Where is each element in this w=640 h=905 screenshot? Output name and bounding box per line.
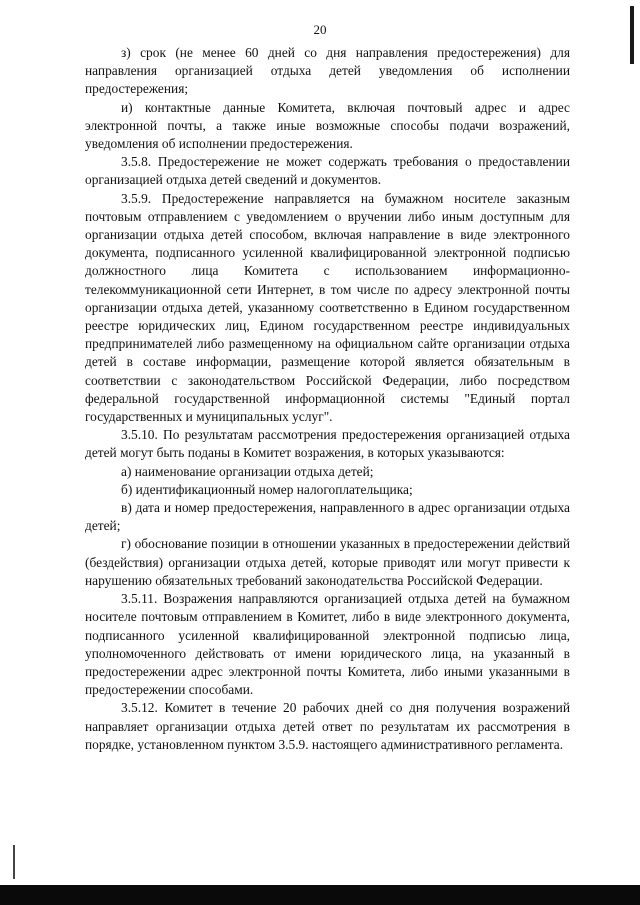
page-number: 20	[313, 22, 327, 37]
paragraph-3-5-8: 3.5.8. Предостережение не может содержать требования о предоставлении организацией отдыха детей сведений и документов.	[85, 154, 570, 188]
scan-margin-mark	[13, 845, 15, 879]
document-body	[85, 44, 570, 754]
paragraph-3-5-11: 3.5.11. Возражения направляются организацией отдыха детей на бумажном носителе почтовым отправлением в Комитет, либо в виде электронного документа, подписанного усиленной квалифицированной электронной подписью лица, уполномоченного действовать от имени юридического лица, на указанный в предостережении адрес электронной почты Комитета, либо иными указанными в предостережении способами.	[85, 591, 570, 698]
paragraph-item-i: и) контактные данные Комитета, включая почтовый адрес и адрес электронной почты, а также иные возможные способы подачи возражений, уведомления об исполнении предостережения.	[85, 99, 570, 152]
paragraph-item-v: в) дата и номер предостережения, направленного в адрес организации отдыха детей;	[85, 500, 570, 534]
scan-bottom-band	[0, 885, 640, 905]
paragraph-item-b: б) идентификационный номер налогоплательщика;	[121, 481, 413, 497]
paragraph-3-5-12: 3.5.12. Комитет в течение 20 рабочих дней со дня получения возражений направляет организации отдыха детей ответ по результатам их рассмотрения в порядке, установленном пунктом 3.5.9. настоящего административного регламента.	[85, 700, 570, 752]
paragraph-3-5-9: 3.5.9. Предостережение направляется на бумажном носителе заказным почтовым отправлением с уведомлением о вручении либо иным доступным для организации отдыха детей способом, включая направление в виде электронного документа, подписанного усиленной квалифицированной электронной подписью должностного лица Комитета с использованием информационно-телекоммуникационной сети Интернет, в том числе по адресу электронной почты организации отдыха детей, указанному соответственно в Едином государственном реестре юридических лиц, Едином государственном реестре индивидуальных предпринимателей либо размещенному на официальном сайте организации отдыха детей в составе информации, размещение которой является обязательным в соответствии с законодательством Российской Федерации, либо посредством федеральной государственной информационной системы "Единый портал государственных и муниципальных услуг".	[85, 190, 570, 425]
paragraph-3-5-10: 3.5.10. По результатам рассмотрения предостережения организацией отдыха детей могут быть поданы в Комитет возражения, в которых указываются:	[85, 427, 570, 461]
paragraph-item-g: г) обоснование позиции в отношении указанных в предостережении действий (бездействия) организации отдыха детей, которые приводят или могут привести к нарушению обязательных требований законодательства Российской Федерации.	[85, 536, 570, 588]
paragraph-item-z: з) срок (не менее 60 дней со дня направления предостережения) для направления организацией отдыха детей уведомления об исполнении предостережения;	[85, 45, 570, 97]
paragraph-item-a: а) наименование организации отдыха детей;	[121, 463, 374, 479]
